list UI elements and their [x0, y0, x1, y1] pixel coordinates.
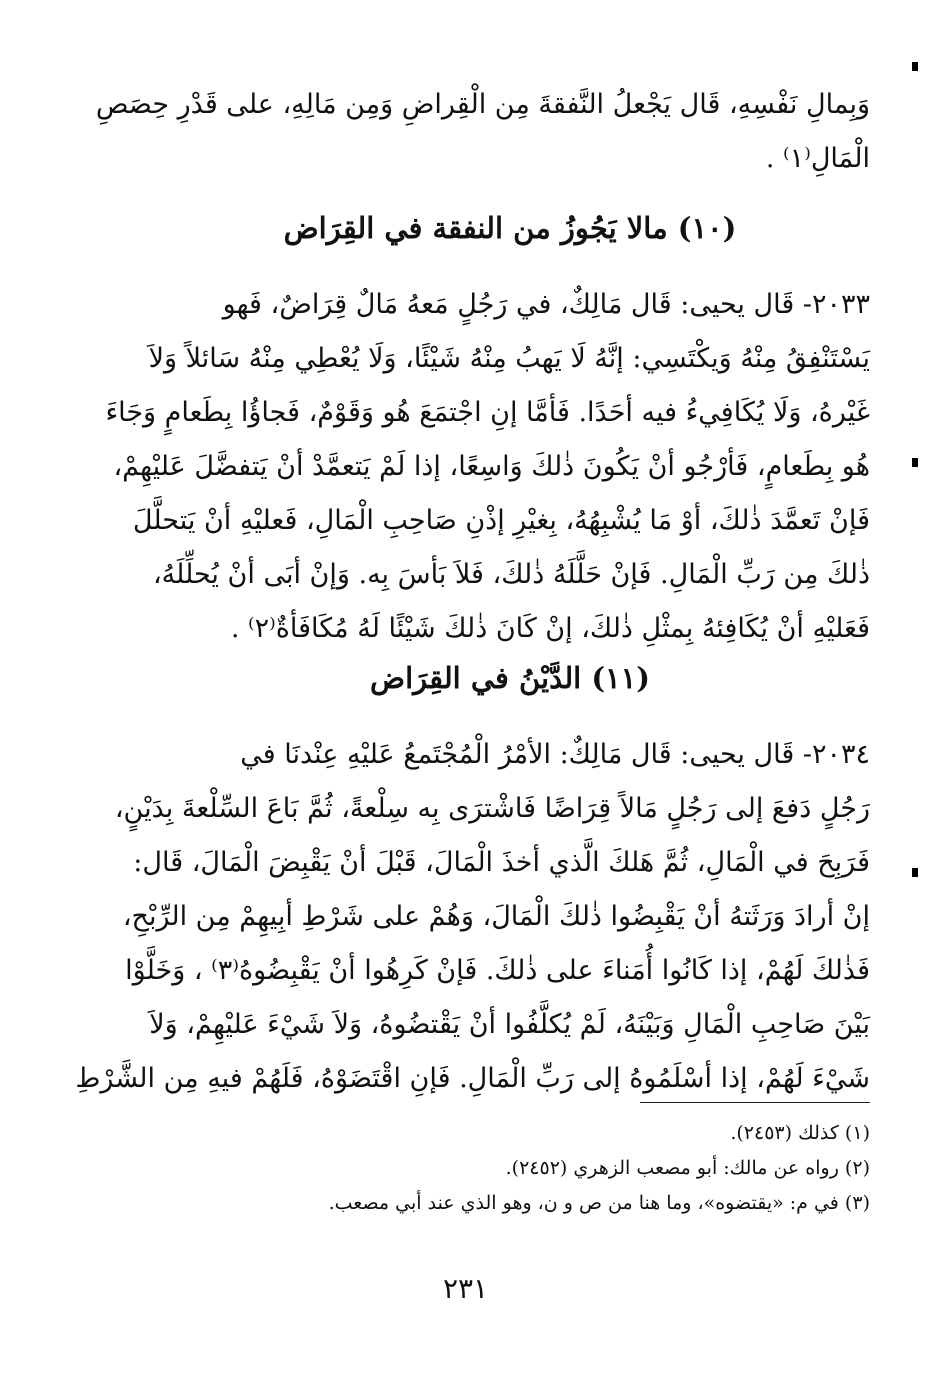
paragraph-2034: [75, 728, 870, 1106]
text-line: شَيْءَ لَهُمْ، إذا أسْلَمُوهُ إلى رَبِّ الْمَالِ. فَإنِ اقْتَضَوْهُ، فَلَهُمْ فيهِ مِن الشَّرْطِ: [75, 1063, 870, 1094]
footnote: (١) كذلك (٢٤٥٣).: [730, 1122, 870, 1144]
margin-mark: [912, 868, 918, 877]
text-line: هُو بِطَعامٍ، فَأرْجُو أنْ يَكُونَ ذٰلكَ وَاسِعًا، إذا لَمْ يَتعمَّدْ أنْ يَتفضَّلَ عَليْهِمْ،: [113, 451, 870, 482]
text-line: يَسْتَنْفِقُ مِنْهُ وَيكْتَسِي: إنَّهُ لَا يَهبُ مِنْهُ شَيْئًا، وَلَا يُعْطِي مِنْهُ سَائلاً وَلاَ: [148, 343, 870, 374]
text-line: ٢٠٣٤- قَال يحيى: قَال مَالِكٌ: الأمْرُ الْمُجْتَمعُ عَليْهِ عِنْدنَا في: [240, 739, 870, 770]
text-line: فَذٰلكَ لَهُمْ، إذا كَانُوا أُمَناءَ على ذٰلكَ. فَإنْ كَرِهُوا أنْ يَقْبِضُوهُ⁽٣⁾ ، وَخَلَّوْا: [125, 955, 870, 986]
text-line: إنْ أرادَ وَرَثَتهُ أنْ يَقْبِضُوا ذٰلكَ الْمَالَ، وَهُمْ على شَرْطِ أبِيهِمْ مِن الرِّبْحِ،: [122, 901, 870, 932]
text-line: بَيْنَ صَاحِبِ الْمَالِ وَبَيْنَهُ، لَمْ يُكلَّفُوا أنْ يَقْتضُوهُ، وَلاَ شَيْءَ عَليْهِمْ، وَلاَ: [149, 1009, 870, 1040]
section-heading-10: (١٠) مالا يَجُوزُ من النفقة في القِرَاض: [283, 211, 737, 245]
margin-mark: [912, 458, 918, 467]
margin-mark: [912, 62, 918, 71]
text-line: فَرَبِحَ في الْمَالِ، ثُمَّ هَلكَ الَّذي أخذَ الْمَالَ، قَبْلَ أنْ يَقْبِضَ الْمَالَ، قَال:: [133, 847, 870, 878]
footnote: (٢) رواه عن مالك: أبو مصعب الزهري (٢٤٥٢).: [505, 1157, 870, 1179]
page-number: ٢٣١: [442, 1272, 489, 1305]
footnotes: [150, 1116, 870, 1221]
text-line: فَإنْ تَعمَّدَ ذٰلكَ، أوْ مَا يُشْبِهُهُ، بِغيْرِ إذْنِ صَاحِبِ الْمَالِ، فَعليْهِ أنْ يَتحلَّلَ: [132, 505, 870, 536]
opening-paragraph: [95, 78, 870, 186]
paragraph-2033: [105, 278, 870, 656]
footnote-separator: [640, 1102, 870, 1103]
text-line: ذٰلكَ مِن رَبِّ الْمَالِ. فَإنْ حَلَّلَهُ ذٰلكَ، فَلاَ بَأسَ بِه. وَإنْ أبَى أنْ يُحلِّلَهُ،: [152, 559, 870, 590]
text-line: فَعَليْهِ أنْ يُكَافِئهُ بِمثْلِ ذٰلكَ، إنْ كَانَ ذٰلكَ شَيْئًا لَهُ مُكَافَأةٌ⁽٢⁾ .: [230, 613, 870, 644]
text-line: غَيْرهُ، وَلَا يُكَافِيءُ فيه أحَدًا. فَأمَّا إنِ اجْتمَعَ هُو وَقَوْمٌ، فَجاؤُا بِطَعامٍ وَجَاءَ: [105, 397, 870, 428]
text-line: رَجُلٍ دَفعَ إلى رَجُلٍ مَالاً قِرَاضًا فَاشْترَى بِه سِلْعةً، ثُمَّ بَاعَ السِّلْعةَ بِدَيْنٍ،: [114, 793, 870, 824]
text-line: الْمَالِ⁽١⁾ .: [765, 143, 870, 174]
footnote: (٣) في م: «يقتضوه»، وما هنا من ص و ن، وهو الذي عند أبي مصعب.: [328, 1192, 870, 1214]
section-heading-11: (١١) الدَّيْنُ في القِرَاض: [370, 661, 650, 695]
text-line: ٢٠٣٣- قَال يحيى: قَال مَالِكٌ، في رَجُلٍ مَعهُ مَالٌ قِرَاضٌ، فَهو: [222, 289, 870, 320]
text-line: وَبِمالِ نَفْسِهِ، قَال يَجْعلُ النَّفقةَ مِن الْقِراضِ وَمِن مَالِهِ، على قَدْرِ حِصَصِ: [95, 89, 870, 120]
